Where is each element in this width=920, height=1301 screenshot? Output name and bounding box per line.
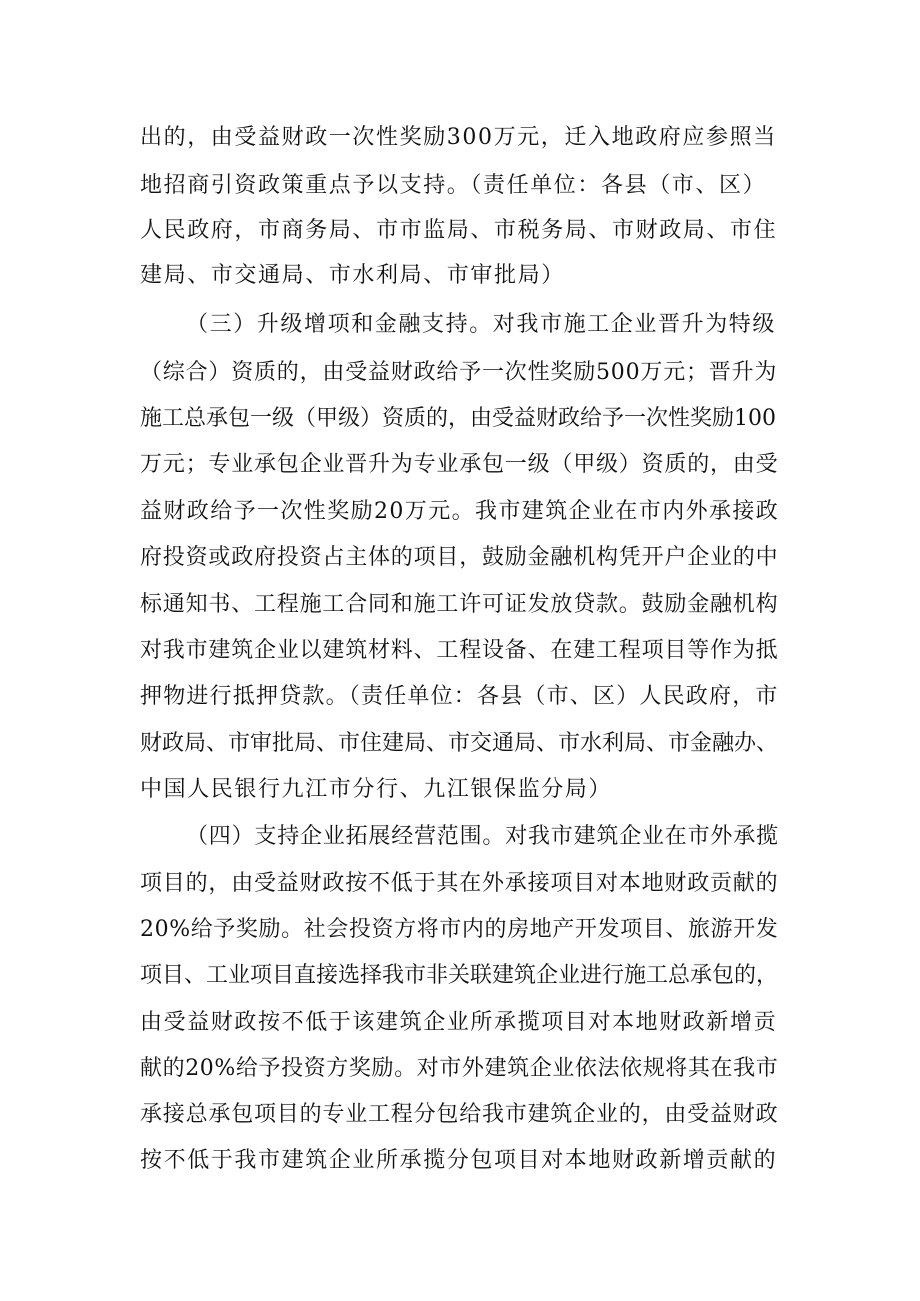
text-line: 施工总承包一级（甲级）资质的，由受益财政给予一次性奖励100 xyxy=(140,406,776,431)
text-line: 财政局、市审批局、市住建局、市交通局、市水利局、市金融办、 xyxy=(140,731,779,756)
text-line: 万元；专业承包企业晋升为专业承包一级（甲级）资质的，由受 xyxy=(140,452,779,477)
text-line: 承接总承包项目的专业工程分包给我市建筑企业的，由受益财政 xyxy=(140,1102,779,1127)
text-line: 押物进行抵押贷款。（责任单位：各县（市、区）人民政府，市 xyxy=(140,684,779,709)
text-line: 按不低于我市建筑企业所承揽分包项目对本地财政新增贡献的 xyxy=(140,1148,778,1173)
text-line: 献的20%给予投资方奖励。对市外建筑企业依法依规将其在我市 xyxy=(140,1056,779,1081)
text-line: 出的，由受益财政一次性奖励300万元，迁入地政府应参照当 xyxy=(140,125,777,150)
text-line: 由受益财政按不低于该建筑企业所承揽项目对本地财政新增贡 xyxy=(140,1010,778,1035)
text-line: 人民政府，市商务局、市市监局、市税务局、市财政局、市住 xyxy=(140,218,778,243)
text-line: （综合）资质的，由受益财政给予一次性奖励500万元；晋升为 xyxy=(140,360,778,385)
text-line: 对我市建筑企业以建筑材料、工程设备、在建工程项目等作为抵 xyxy=(140,638,779,663)
text-line: 项目的，由受益财政按不低于其在外承接项目对本地财政贡献的 xyxy=(140,871,779,896)
text-line: 益财政给予一次性奖励20万元。我市建筑企业在市内外承接政 xyxy=(140,499,780,524)
text-line: 项目、工业项目直接选择我市非关联建筑企业进行施工总承包的， xyxy=(140,963,779,988)
text-line: 府投资或政府投资占主体的项目，鼓励金融机构凭开户企业的中 xyxy=(140,545,779,570)
section-heading-3: （三）升级增项和金融支持。对我市施工企业晋升为特级 xyxy=(186,312,777,337)
text-line: 地招商引资政策重点予以支持。（责任单位：各县（市、区） xyxy=(140,173,767,198)
text-line: 标通知书、工程施工合同和施工许可证发放贷款。鼓励金融机构 xyxy=(140,592,779,617)
section-heading-4: （四）支持企业拓展经营范围。对我市建筑企业在市外承揽 xyxy=(186,824,779,849)
text-line: 建局、市交通局、市水利局、市审批局） xyxy=(140,263,565,288)
text-line: 20%给予奖励。社会投资方将市内的房地产开发项目、旅游开发 xyxy=(140,917,779,942)
text-line: 中国人民银行九江市分行、九江银保监分局） xyxy=(140,777,613,802)
